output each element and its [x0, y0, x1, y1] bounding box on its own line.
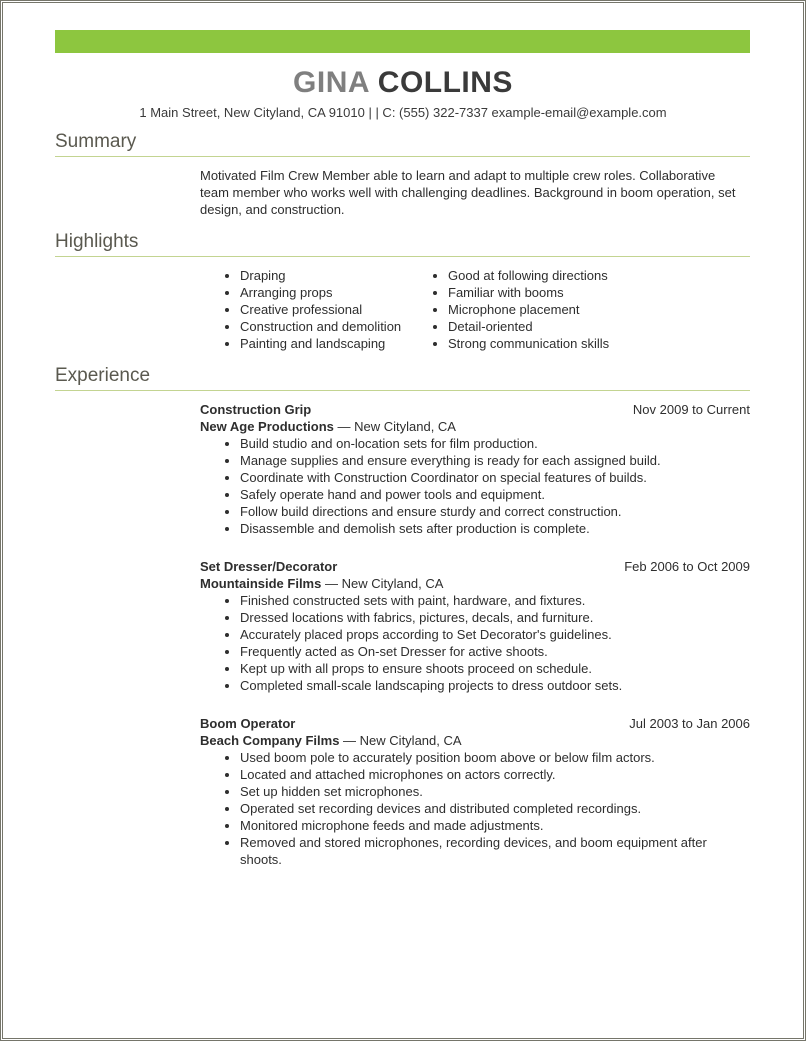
job-location: New Cityland, CA [341, 576, 444, 591]
job-duties-list [200, 592, 750, 694]
job-location: New Cityland, CA [359, 733, 462, 748]
job-duty: • Monitored microphone feeds and made adjustments. [240, 817, 718, 834]
job-entry [200, 715, 750, 868]
job-duty: • Completed small-scale landscaping projects to dress outdoor sets. [240, 677, 718, 694]
highlight-item: • Construction and demolition [240, 318, 408, 335]
highlight-item: • Creative professional [240, 301, 408, 318]
job-header [200, 558, 750, 575]
candidate-first-name: GINA [293, 66, 369, 99]
highlight-item: • Microphone placement [448, 301, 609, 318]
job-title: Boom Operator [200, 716, 296, 731]
highlight-item: • Draping [240, 267, 408, 284]
summary-text: Motivated Film Crew Member able to learn and adapt to multiple crew roles. Collaborative team member who works well with challenging deadlines. Background in boom operation, set design, and construction. [200, 168, 736, 217]
job-dates: Jul 2003 to Jan 2006 [629, 716, 750, 731]
job-dates: Feb 2006 to Oct 2009 [624, 559, 750, 574]
candidate-last-name: COLLINS [377, 66, 513, 99]
job-duty: • Located and attached microphones on actors correctly. [240, 766, 718, 783]
job-company-line [200, 418, 750, 435]
job-title: Set Dresser/Decorator [200, 559, 338, 574]
job-duty: • Removed and stored microphones, recording devices, and boom equipment after shoots. [240, 834, 718, 868]
job-company-line [200, 575, 750, 592]
job-header [200, 401, 750, 418]
highlights-heading: Highlights [55, 232, 750, 257]
job-duty: • Build studio and on-location sets for film production. [240, 435, 718, 452]
resume-content [55, 132, 750, 882]
job-duty: • Follow build directions and ensure sturdy and correct construction. [240, 503, 718, 520]
jobs-container [200, 391, 750, 882]
highlight-item: • Painting and landscaping [240, 335, 408, 352]
highlights-columns [200, 267, 750, 352]
job-company: Mountainside Films [200, 576, 322, 591]
job-duty: • Kept up with all props to ensure shoots proceed on schedule. [240, 660, 718, 677]
job-duty: • Frequently acted as On-set Dresser for active shoots. [240, 643, 718, 660]
company-location-separator: — [321, 576, 342, 591]
company-location-separator: — [333, 419, 355, 434]
section-experience [55, 366, 750, 882]
highlights-column-1 [200, 267, 408, 352]
job-duties-list [200, 435, 750, 537]
accent-bar [55, 30, 750, 53]
highlight-item: • Good at following directions [448, 267, 609, 284]
section-highlights [55, 232, 750, 366]
job-header [200, 715, 750, 732]
job-duty: • Coordinate with Construction Coordinator on special features of builds. [240, 469, 718, 486]
highlight-item: • Detail-oriented [448, 318, 609, 335]
company-location-separator: — [339, 733, 360, 748]
highlights-column-2 [408, 267, 609, 352]
summary-heading: Summary [55, 132, 750, 157]
experience-heading: Experience [55, 366, 750, 391]
job-title: Construction Grip [200, 402, 312, 417]
job-duty: • Disassemble and demolish sets after production is complete. [240, 520, 718, 537]
job-duty: • Finished constructed sets with paint, hardware, and fixtures. [240, 592, 718, 609]
job-company-line [200, 732, 750, 749]
contact-line: 1 Main Street, New Cityland, CA 91010 | | C: (555) 322-7337 example-email@example.com [139, 105, 667, 120]
job-duty: • Safely operate hand and power tools and equipment. [240, 486, 718, 503]
highlight-item: • Arranging props [240, 284, 408, 301]
job-duty: • Set up hidden set microphones. [240, 783, 718, 800]
job-duty: • Dressed locations with fabrics, pictures, decals, and furniture. [240, 609, 718, 626]
job-company: Beach Company Films [200, 733, 340, 748]
job-entry [200, 558, 750, 694]
candidate-name [3, 66, 803, 100]
job-entry [200, 401, 750, 537]
section-summary [55, 132, 750, 232]
highlight-item: • Familiar with booms [448, 284, 609, 301]
job-location: New Cityland, CA [354, 419, 456, 434]
job-duty: • Manage supplies and ensure everything is ready for each assigned build. [240, 452, 718, 469]
job-duty: • Used boom pole to accurately position boom above or below film actors. [240, 749, 718, 766]
job-dates: Nov 2009 to Current [632, 402, 750, 417]
highlight-item: • Strong communication skills [448, 335, 609, 352]
job-duty: • Operated set recording devices and distributed completed recordings. [240, 800, 718, 817]
job-duties-list [200, 749, 750, 868]
job-duty: • Accurately placed props according to Set Decorator's guidelines. [240, 626, 718, 643]
job-company: New Age Productions [200, 419, 334, 434]
